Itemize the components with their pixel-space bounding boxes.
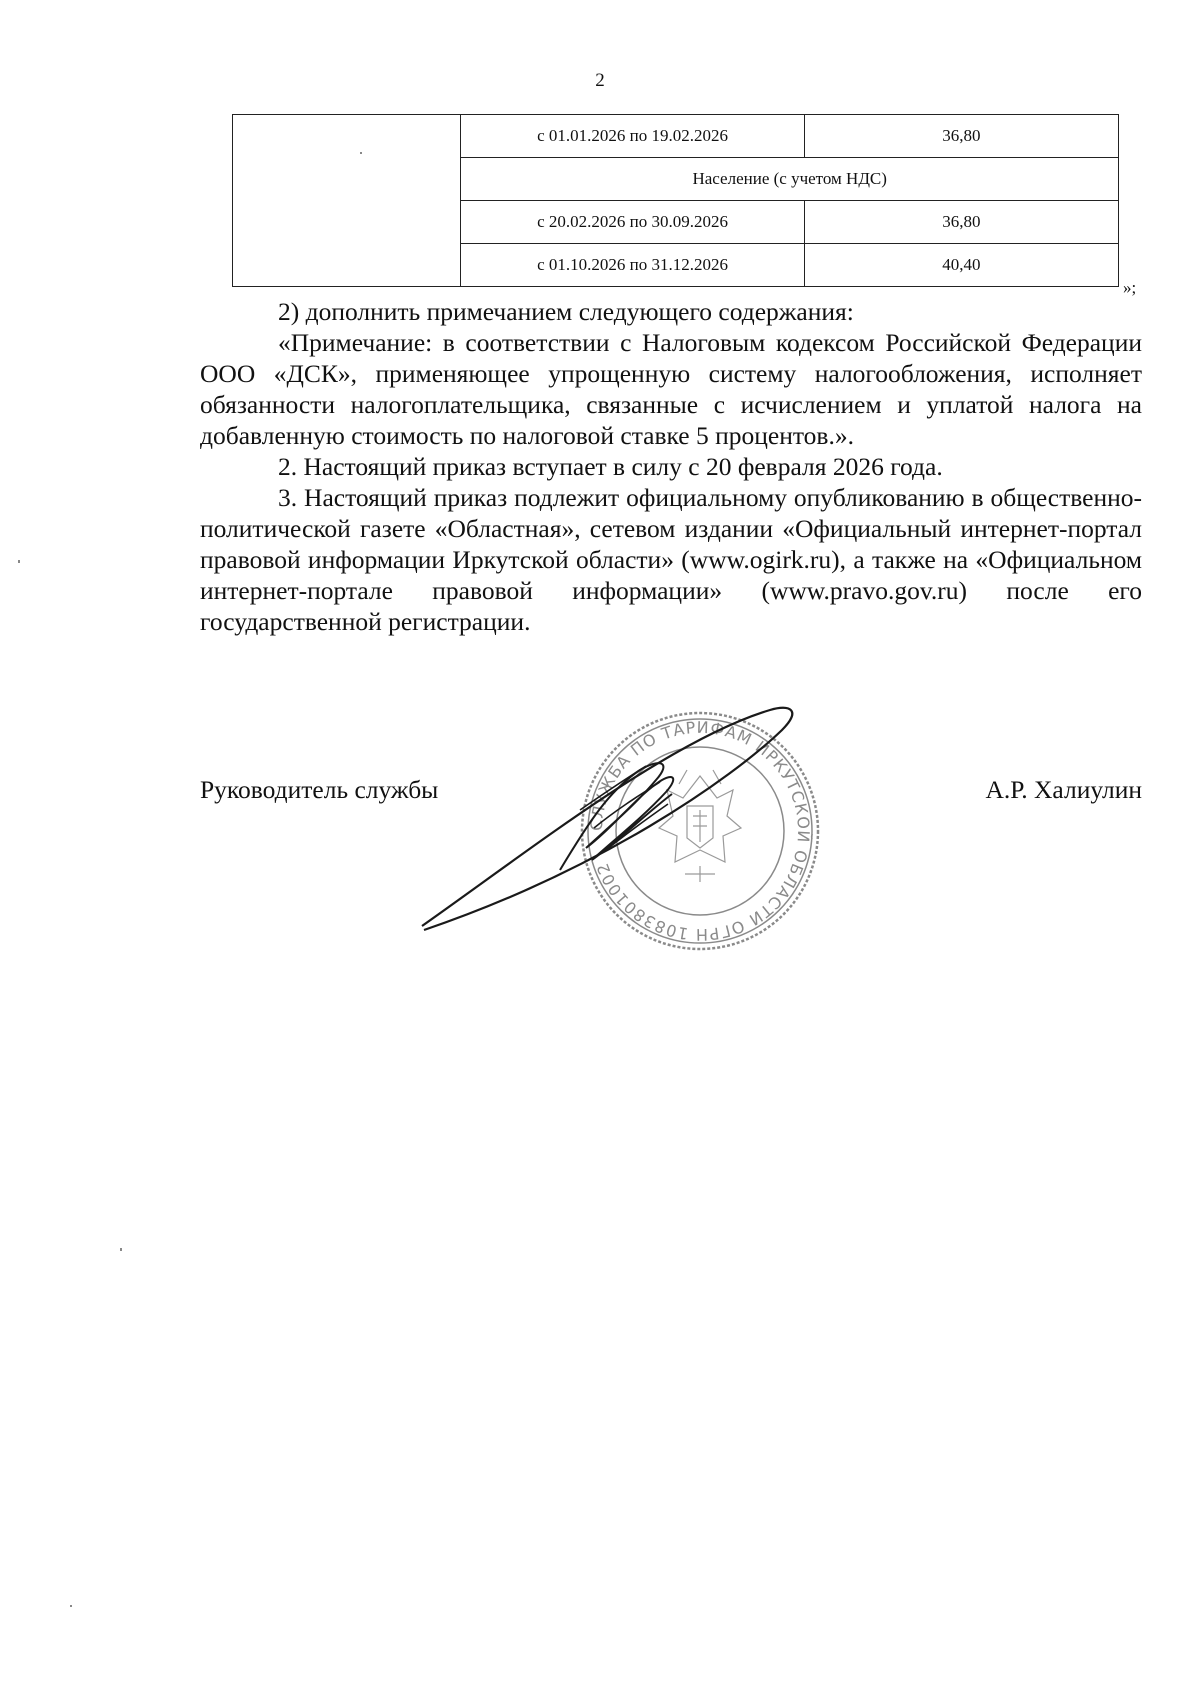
table-closing-mark: »; bbox=[1123, 278, 1137, 297]
period-cell: с 01.01.2026 по 19.02.2026 bbox=[461, 115, 804, 158]
signatory-title: Руководитель службы bbox=[200, 775, 439, 804]
signatory-name: А.Р. Халиулин bbox=[985, 775, 1142, 804]
scan-speck bbox=[18, 560, 20, 563]
order-body bbox=[200, 296, 1142, 637]
paragraph-effective-date: 2. Настоящий приказ вступает в силу с 20 февраля 2026 года. bbox=[278, 452, 943, 481]
paragraph-amendment-intro: 2) дополнить примечанием следующего содержания: bbox=[278, 297, 854, 326]
paragraph-publication: 3. Настоящий приказ подлежит официальному опубликованию в общественно-политической газете «Областная», сетевом издании «Официальный интернет-портал правовой информации Иркутской области» (www.ogirk.ru), а также на «Официальном интернет-портале правовой информации» (www.pravo.gov.ru) после его государственной регистрации. bbox=[200, 483, 1142, 636]
handwritten-signature bbox=[410, 700, 830, 940]
page-number: 2 bbox=[595, 70, 605, 91]
paragraph-note: «Примечание: в соответствии с Налоговым кодексом Российской Федерации ООО «ДСК», применяющее упрощенную систему налогообложения, исполняет обязанности налогоплательщика, связанные с исчислением и уплатой налога на добавленную стоимость по налоговой ставке 5 процентов.». bbox=[200, 328, 1142, 450]
period-cell: с 01.10.2026 по 31.12.2026 bbox=[461, 244, 804, 287]
period-cell: с 20.02.2026 по 30.09.2026 bbox=[461, 201, 804, 244]
tariff-value-cell: 36,80 bbox=[804, 115, 1118, 158]
tariff-value-cell: 40,40 bbox=[804, 244, 1118, 287]
table-row bbox=[233, 115, 1119, 158]
tariff-table bbox=[232, 114, 1119, 287]
table-blank-cell bbox=[233, 115, 461, 287]
section-header-cell: Население (с учетом НДС) bbox=[461, 158, 1119, 201]
scan-speck bbox=[70, 1605, 72, 1607]
stamp-ring-text: СЛУЖБА ПО ТАРИФАМ ИРКУТСКОЙ ОБЛАСТИ ОГРН 1083801002 bbox=[586, 717, 814, 945]
tariff-value-cell: 36,80 bbox=[804, 201, 1118, 244]
scan-speck bbox=[120, 1248, 122, 1251]
scan-speck bbox=[360, 152, 362, 154]
